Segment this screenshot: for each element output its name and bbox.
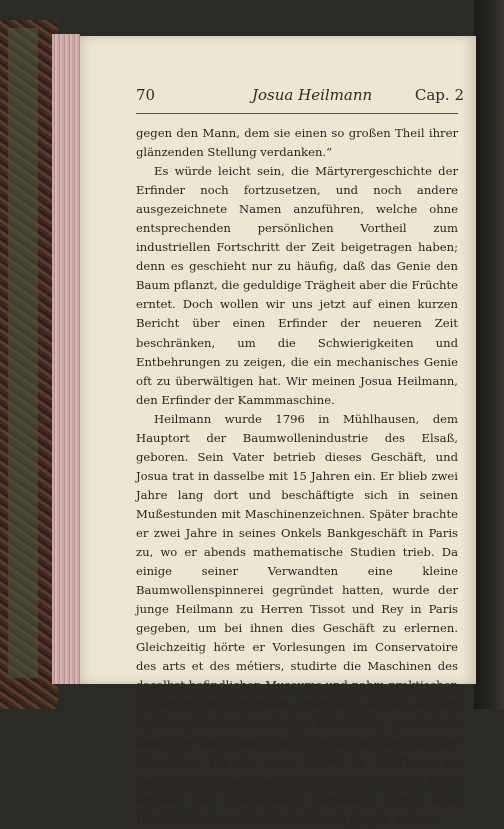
cover-spine-strip — [8, 28, 38, 678]
book-page — [80, 36, 476, 826]
running-head — [136, 86, 464, 108]
paragraph: Heilmann wurde 1796 in Mühlhausen, dem Hauptort der Baumwollenindustrie des Elsaß, geboren. Sein Vater betrieb dieses Geschäft, und Josua trat in dasselbe mit 15 Jahren ein. Er blieb zwei Jahre lang dort und beschäftigte sich in seinen Mußestunden mit Maschinenzeichnen. Später brachte er zwei Jahre in seines Onkels Bankgeschäft in Paris zu, wo er abends mathematische Studien trieb. Da einige seiner Verwandten eine kleine Baumwollenspinnerei gegründet hatten, wurde der junge Heilmann zu Herren Tissot und Rey in Paris gegeben, um bei ihnen dies Geschäft zu erlernen. Gleichzeitig hörte er Vorlesungen im Conservatoire des arts et des métiers, studirte die Maschinen des daselbst befindlichen Museums und nahm praktischen Unterricht im Drechseln. Nachdem er bei einigen Spielzeugfabrikanten einige Zeit fleißig gearbeitet, kehrte er nach dem Elsaß zurück, um den Bau der Maschinen für die neue Fabrik in Alt-Thann zu beaufsichtigen, welche bald zu arbeiten anfing. Doch wurden die Operationen derselben durch eine Handelskrisis ernstlich bedroht, sie ging in andere — [136, 411, 458, 826]
page-number: 70 — [136, 86, 156, 104]
paragraph: Es würde leicht sein, die Märtyrergeschichte der Erfinder noch fortzusetzen, und noch andere ausgezeichnete Namen anzuführen, welche ohne entsprechenden persönlichen Vortheil zum industriellen Fortschritt der Zeit beigetragen haben; denn es geschieht nur zu häufig, daß das Genie den Baum pflanzt, die geduldige Trägheit aber die Früchte erntet. Doch wollen wir uns jetzt auf einen kurzen Bericht über einen Erfinder der neueren Zeit beschränken, um die Schwierigkeiten und Entbehrungen zu zeigen, die ein mechanisches Genie oft zu überwältigen hat. Wir meinen Josua Heilmann, den Erfinder der Kammmaschine. — [136, 164, 458, 407]
header-rule — [136, 113, 458, 114]
body-text — [136, 124, 458, 829]
right-background — [474, 0, 504, 709]
paragraph-continuation: gegen den Mann, dem sie einen so großen Theil ihrer glänzenden Stellung verdanken.“ — [136, 126, 458, 160]
running-title: Josua Heilmann — [252, 86, 373, 104]
chapter-label: Cap. 2 — [414, 86, 464, 104]
page-edges — [52, 34, 80, 684]
